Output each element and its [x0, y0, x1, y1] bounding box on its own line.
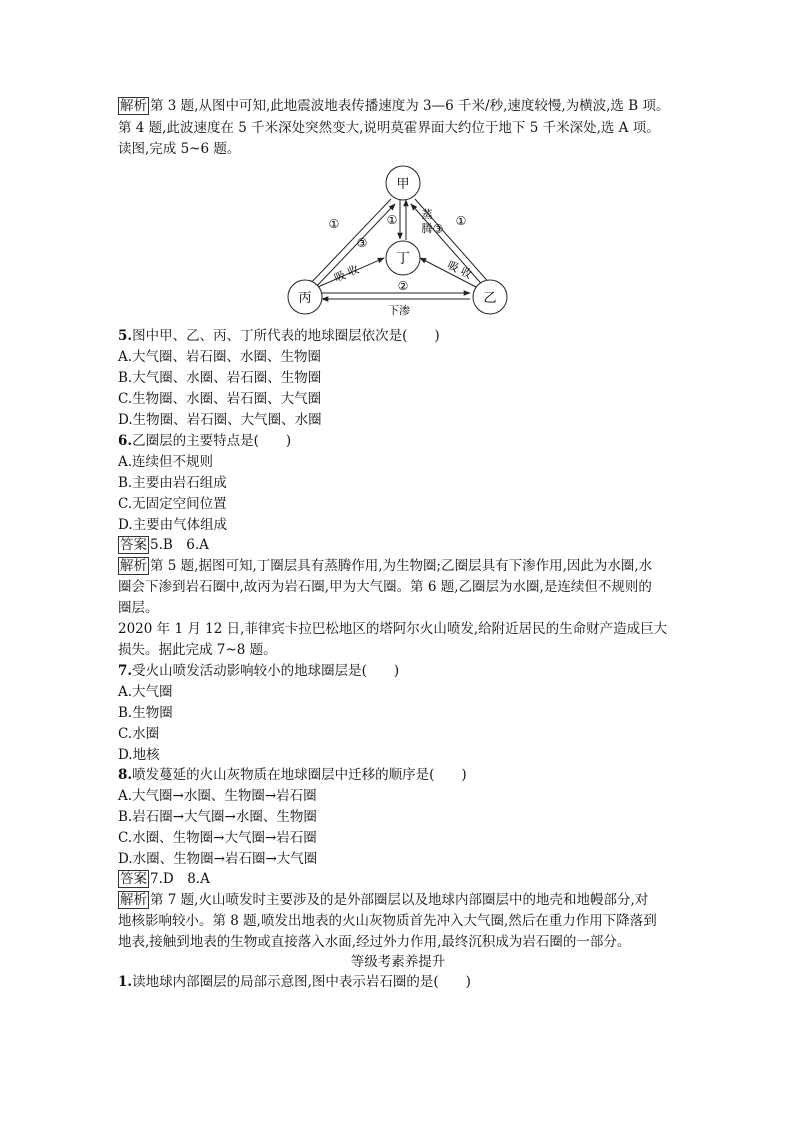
question-5-option-a: A.大气圈、岩石圈、水圈、生物圈 [118, 349, 322, 365]
explanation-5-6-line-1: 解析 第 5 题,据图可知,丁圈层具有蒸腾作用,为生物圈;乙圈层具有下渗作用,因此为水圈,水 [120, 558, 653, 574]
question-5-option-c: C.生物圈、水圈、岩石圈、大气圈 [118, 391, 322, 407]
explanation-5-6-line-3: 圈层。 [118, 600, 159, 616]
label-absorb-right: 吸 收 [445, 258, 474, 282]
explanation-7-8-line-2: 地核影响较小。第 8 题,喷发出地表的火山灰物质首先冲入大气圈,然后在重力作用下降落到 [118, 913, 657, 929]
label-left-outer: ① [328, 217, 340, 231]
question-5-stem: 5.图中甲、乙、丙、丁所代表的地球圈层依次是( ) [118, 328, 440, 344]
node-yi-label: 乙 [483, 291, 497, 306]
node-bing-label: 丙 [298, 291, 312, 306]
intro-7-8-line-2: 损失。据此完成 7~8 题。 [118, 642, 277, 658]
question-8-option-d: D.水圈、生物圈→岩石圈→大气圈 [118, 851, 318, 867]
question-8-option-b: B.岩石圈→大气圈→水圈、生物圈 [118, 809, 317, 825]
explanation-3-4-line-1: 解析 第 3 题,从图中可知,此地震波地表传播速度为 3—6 千米/秒,速度较慢,为横波,选 B 项。 [120, 98, 670, 114]
question-6-option-b: B.主要由岩石组成 [118, 475, 227, 491]
explanation-tag: 解析 [120, 892, 147, 908]
label-left-inner: ③ [356, 236, 368, 250]
question-6-option-a: A.连续但不规则 [118, 454, 214, 470]
question-6-option-d: D.主要由气体组成 [118, 517, 228, 533]
section-title: 等级考素养提升 [350, 954, 446, 970]
question-7-option-a: A.大气圈 [118, 684, 173, 700]
node-jia-label: 甲 [396, 177, 410, 192]
instruction-5-6: 读图,完成 5~6 题。 [118, 141, 241, 157]
explanation-3-4-line-2: 第 4 题,此波速度在 5 千米深处突然变大,说明莫霍界面大约位于地下 5 千米深处,选 A 项。 [118, 120, 660, 136]
question-6-stem: 6.乙圈层的主要特点是( ) [118, 433, 292, 449]
answer-5-6: 答案 5.B 6.A [120, 537, 209, 553]
answer-tag: 答案 [120, 537, 147, 553]
question-6-option-c: C.无固定空间位置 [118, 496, 227, 512]
answer-7-8: 答案 7.D 8.A [120, 871, 210, 887]
label-center-num: ① [386, 213, 398, 227]
question-8-stem: 8.喷发蔓延的火山灰物质在地球圈层中迁移的顺序是( ) [118, 767, 467, 783]
label-right-outer: ① [455, 214, 467, 228]
label-seep: 下渗 [388, 304, 410, 317]
question-8-option-a: A.大气圈→水圈、生物圈→岩石圈 [118, 788, 317, 804]
question-5-option-d: D.生物圈、岩石圈、大气圈、水圈 [118, 412, 322, 428]
sphere-cycle-diagram [286, 165, 512, 317]
question-5-option-b: B.大气圈、水圈、岩石圈、生物圈 [118, 370, 322, 386]
label-evaporate-2: 腾 [421, 222, 433, 235]
question-7-option-d: D.地核 [118, 747, 160, 763]
intro-7-8-line-1: 2020 年 1 月 12 日,菲律宾卡拉巴松地区的塔阿尔火山喷发,给附近居民的生命财产造成巨大 [118, 621, 668, 637]
label-evaporate-1: 蒸 [421, 208, 433, 221]
explanation-5-6-line-2: 圈会下渗到岩石圈中,故丙为岩石圈,甲为大气圈。第 6 题,乙圈层为水圈,是连续但不规则的 [118, 579, 652, 595]
question-7-option-b: B.生物圈 [118, 705, 173, 721]
explanation-tag: 解析 [120, 558, 147, 574]
explanation-7-8-line-1: 解析 第 7 题,火山喷发时主要涉及的是外部圈层以及地球内部圈层中的地壳和地幔部分,对 [120, 892, 649, 908]
node-ding-label: 丁 [396, 251, 410, 267]
question-8-option-c: C.水圈、生物圈→大气圈→岩石圈 [118, 830, 317, 846]
label-absorb-left: 吸 收 [332, 262, 361, 285]
question-7-option-c: C.水圈 [118, 726, 160, 742]
explanation-tag: 解析 [120, 98, 147, 114]
label-bottom-num: ② [397, 279, 409, 293]
answer-tag: 答案 [120, 871, 147, 887]
explanation-7-8-line-3: 地表,接触到地表的生物或直接落入水面,经过外力作用,最终沉积成为岩石圈的一部分。 [118, 934, 631, 950]
question-1-stem: 1.读地球内部圈层的局部示意图,图中表示岩石圈的是( ) [118, 974, 471, 990]
label-right-inner: ③ [432, 222, 444, 236]
question-7-stem: 7.受火山喷发活动影响较小的地球圈层是( ) [118, 663, 400, 679]
